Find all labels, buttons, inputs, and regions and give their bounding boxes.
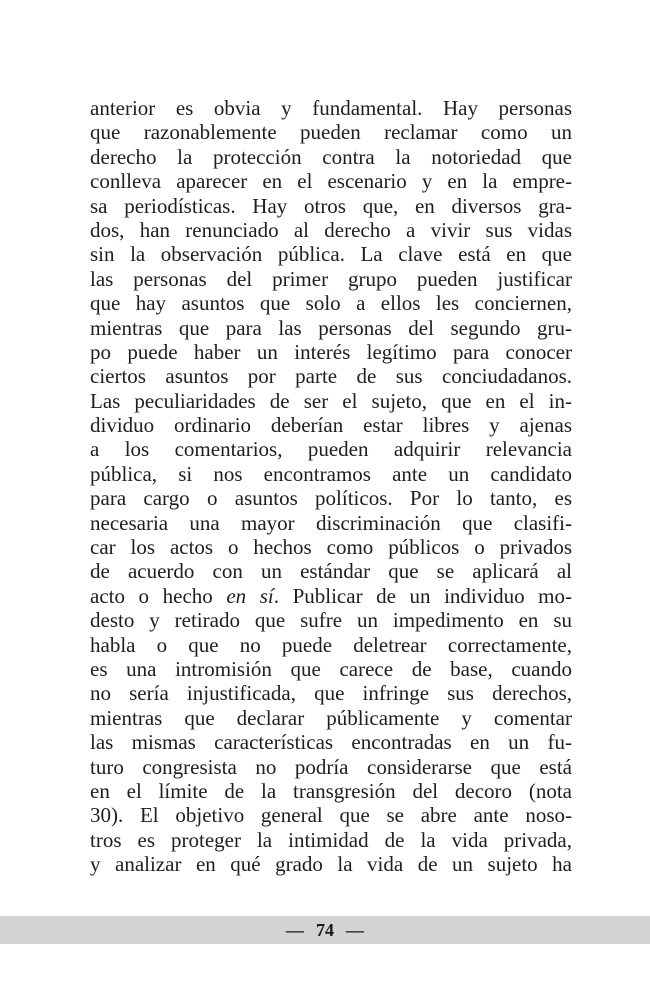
text-line: dos, han renunciado al derecho a vivir sus vidas xyxy=(90,217,572,242)
text-line: sa periodísticas. Hay otros que, en diversos gra- xyxy=(90,193,572,218)
text-line: y analizar en qué grado la vida de un sujeto ha xyxy=(90,852,572,877)
text-line: que hay asuntos que solo a ellos les conciernen, xyxy=(90,291,572,316)
body-text xyxy=(90,96,572,877)
page-number: 74 xyxy=(316,919,334,940)
text-line: mientras que para las personas del segundo gru- xyxy=(90,315,572,340)
text-line: po puede haber un interés legítimo para conocer xyxy=(90,339,572,364)
text-line: pública, si nos encontramos ante un candidato xyxy=(90,461,572,486)
folio-dash-right: — xyxy=(346,919,364,940)
text-line: para cargo o asuntos políticos. Por lo tanto, es xyxy=(90,486,572,511)
text-line: necesaria una mayor discriminación que clasifi- xyxy=(90,510,572,535)
text-line: sin la observación pública. La clave está en que xyxy=(90,242,572,267)
text-line: anterior es obvia y fundamental. Hay personas xyxy=(90,96,572,120)
text-line: turo congresista no podría considerarse que está xyxy=(90,754,572,779)
text-segment: . Publicar de un individuo mo- xyxy=(273,583,572,608)
page-footer-bar xyxy=(0,916,650,944)
text-line: tros es proteger la intimidad de la vida privada, xyxy=(90,827,572,852)
text-line-with-italic xyxy=(90,584,572,608)
text-line: desto y retirado que sufre un impedimento en su xyxy=(90,608,572,633)
text-line: ciertos asuntos por parte de sus conciudadanos. xyxy=(90,364,572,389)
text-line: mientras que declarar públicamente y comentar xyxy=(90,705,572,730)
italic-term: en sí xyxy=(226,583,274,608)
text-line: car los actos o hechos como públicos o privados xyxy=(90,535,572,560)
text-line: Las peculiaridades de ser el sujeto, que en el in- xyxy=(90,388,572,413)
text-line: las personas del primer grupo pueden justificar xyxy=(90,266,572,291)
text-line: de acuerdo con un estándar que se aplicará al xyxy=(90,559,572,584)
text-line: dividuo ordinario deberían estar libres y ajenas xyxy=(90,413,572,438)
text-line: 30). El objetivo general que se abre ante noso- xyxy=(90,803,572,828)
text-line: que razonablemente pueden reclamar como un xyxy=(90,120,572,145)
text-line: en el límite de la transgresión del decoro (nota xyxy=(90,778,572,803)
text-line: es una intromisión que carece de base, cuando xyxy=(90,656,572,681)
text-segment: acto o hecho xyxy=(90,583,227,608)
text-line: no sería injustificada, que infringe sus derechos, xyxy=(90,681,572,706)
text-line: a los comentarios, pueden adquirir relevancia xyxy=(90,437,572,462)
text-line: las mismas características encontradas en un fu- xyxy=(90,730,572,755)
text-line: habla o que no puede deletrear correctamente, xyxy=(90,632,572,657)
folio-dash-left: — xyxy=(286,919,304,940)
text-line: derecho la protección contra la notoriedad que xyxy=(90,144,572,169)
text-line: conlleva aparecer en el escenario y en la empre- xyxy=(90,169,572,194)
